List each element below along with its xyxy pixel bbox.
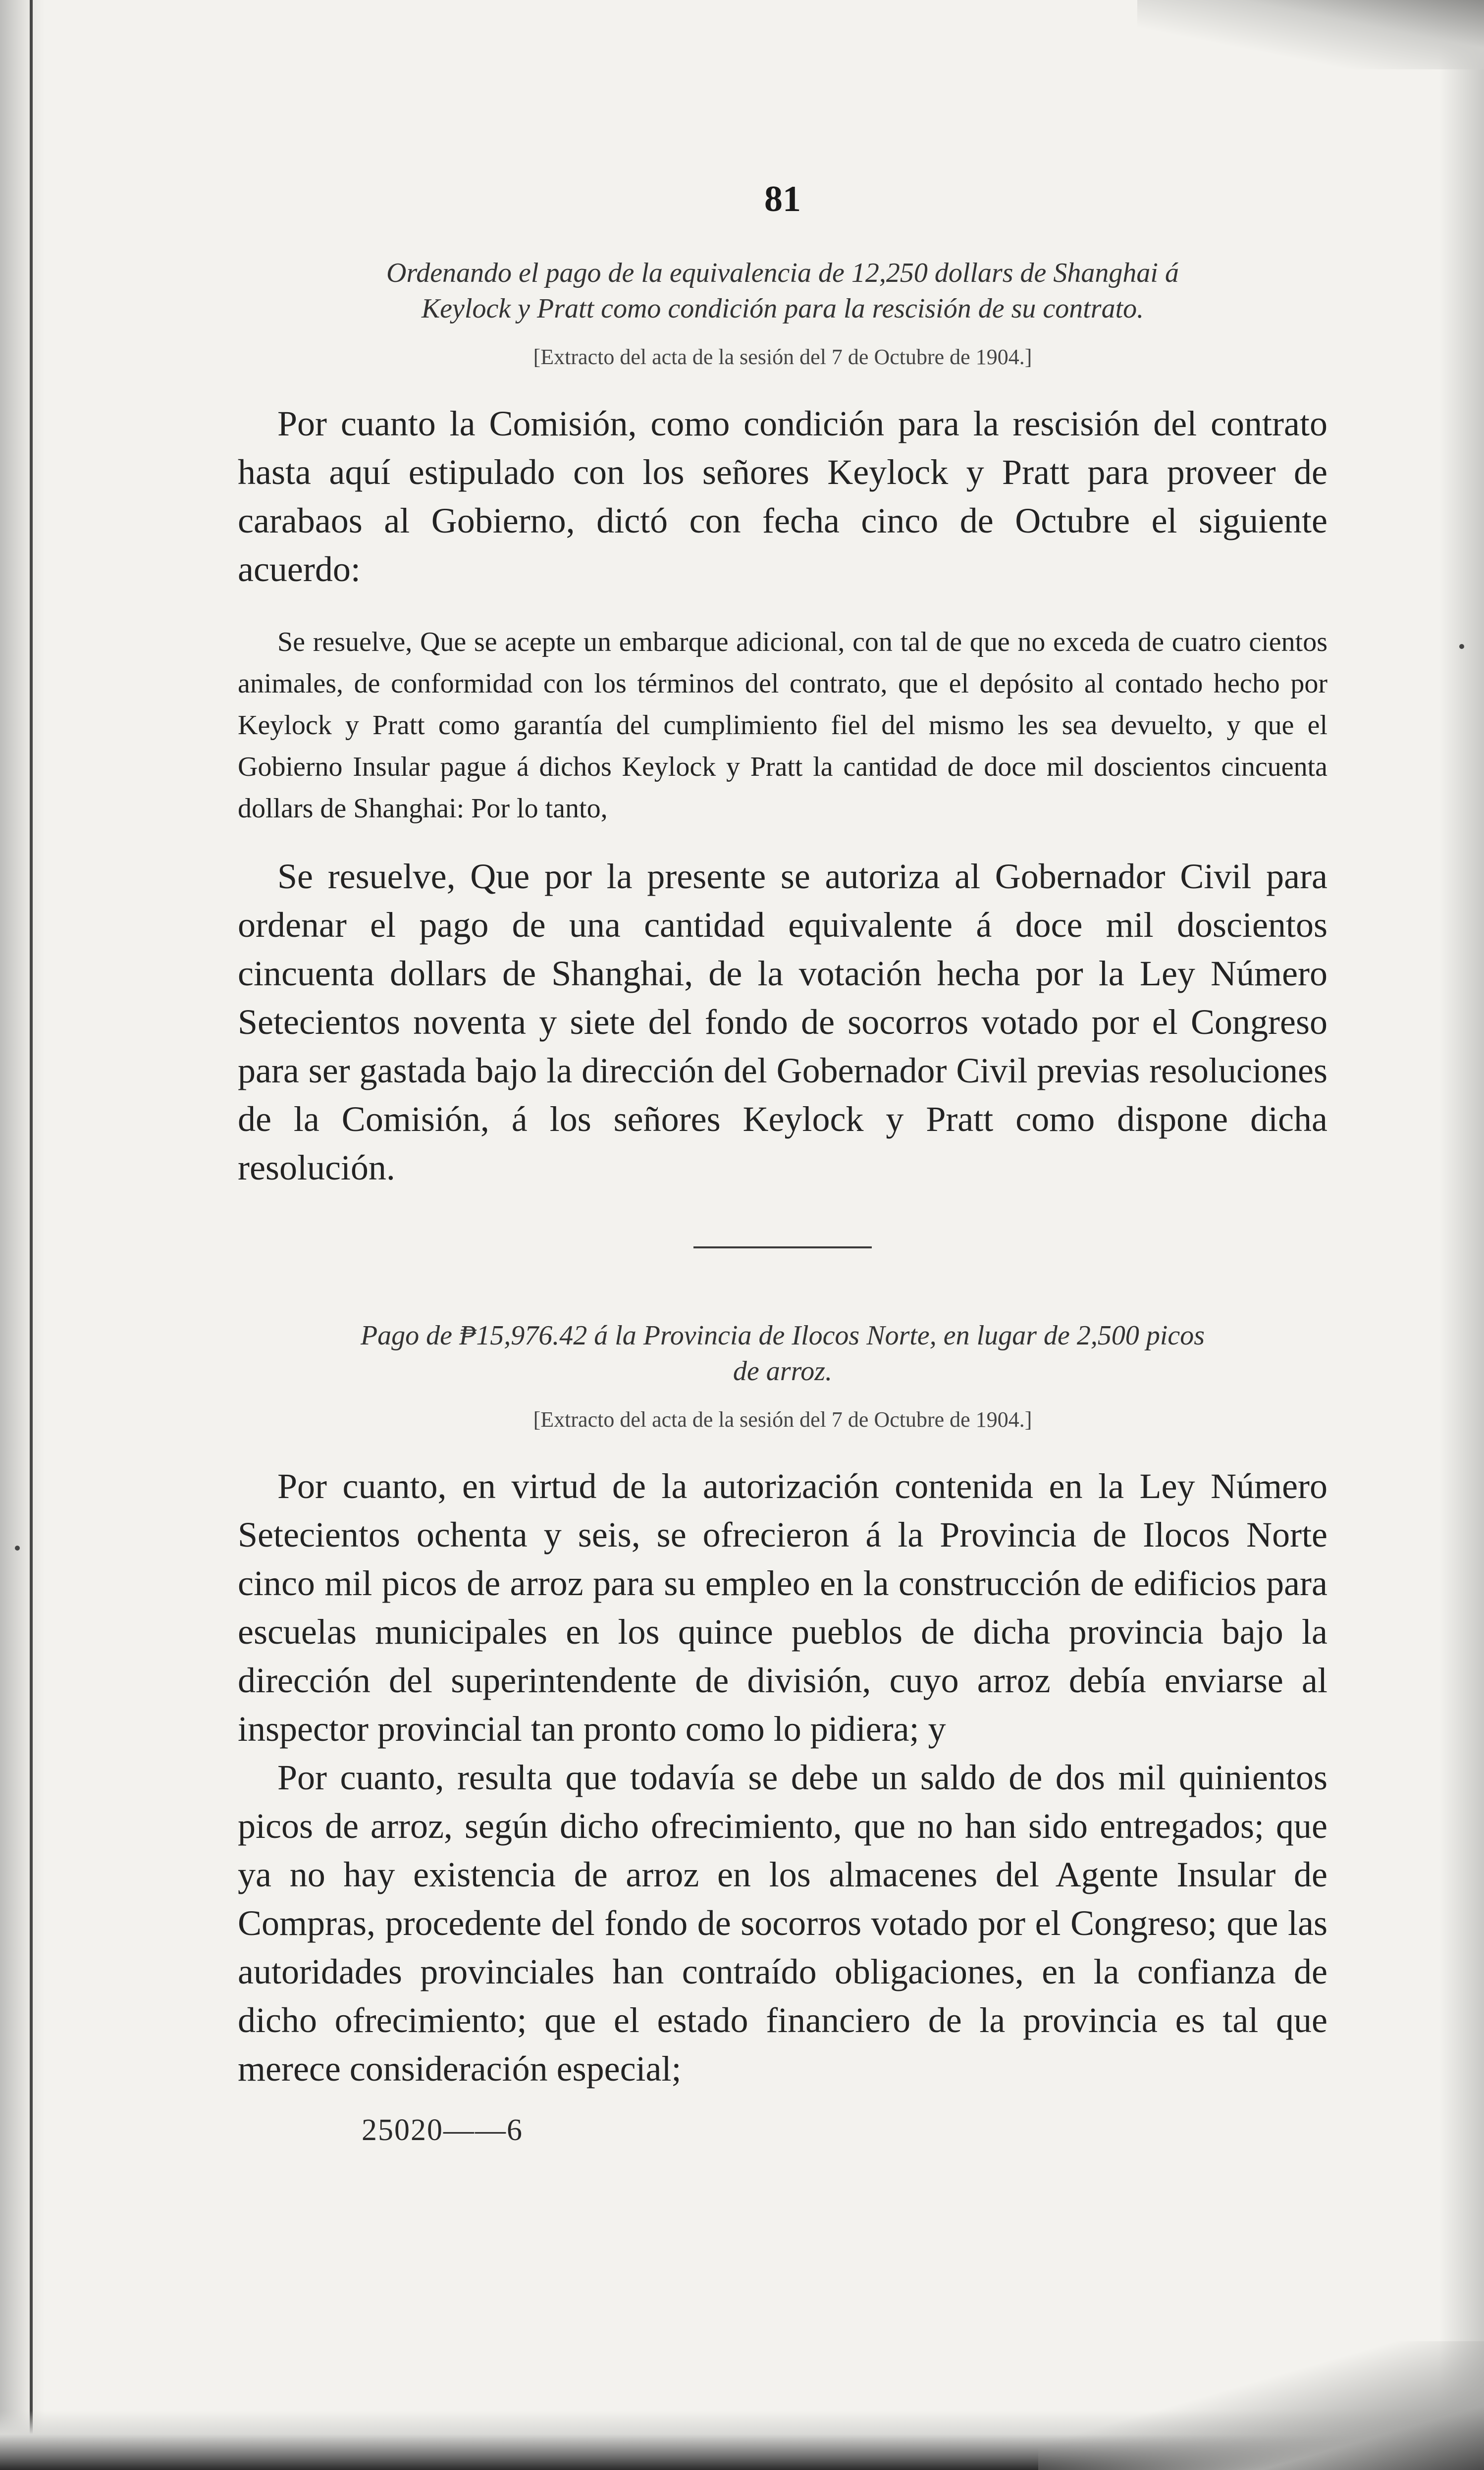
section-title-line2: Keylock y Pratt como condición para la rescisión de su contrato.: [421, 293, 1144, 324]
section-extract-note: [Extracto del acta de la sesión del 7 de Octubre de 1904.]: [533, 345, 1032, 369]
scan-bottom-right-shadow: [1038, 2341, 1484, 2470]
paragraph: Se resuelve, Que por la presente se autoriza al Gobernador Civil para ordenar el pago de una cantidad equivalente á doce mil doscientos cincuenta dollars de Shanghai, de la votación hecha por la Ley Número Setecientos noventa y siete del fondo de socorros votado por el Congreso para ser gastada bajo la dirección del Gobernador Civil previas resoluciones de la Comisión, á los señores Keylock y Pratt como dispone dicha resolución.: [238, 857, 1327, 1187]
resolution-quote: Se resuelve, Que se acepte un embarque adicional, con tal de que no exceda de cuatro cientos animales, de conformidad con los términos del contrato, que el depósito al contado hecho por Keylock y Pratt como garantía del cumplimiento fiel del mismo les sea devuelto, y que el Gobierno Insular pague á dichos Keylock y Pratt la cantidad de doce mil doscientos cincuenta dollars de Shanghai: Por lo tanto,: [238, 627, 1327, 824]
document-page: [238, 178, 1327, 2148]
paragraph: Por cuanto, en virtud de la autorización contenida en la Ley Número Setecientos ochenta y seis, se ofrecieron á la Provincia de Ilocos Norte cinco mil picos de arroz para su empleo en la construcción de edificios para escuelas municipales en los quince pueblos de dicha provincia bajo la dirección del superintendente de división, cuyo arroz debía enviarse al inspector provincial tan pronto como lo pidiera; y: [238, 1466, 1327, 1749]
section-title-line1: Ordenando el pago de la equivalencia de 12,250 dollars de Shanghai á: [386, 258, 1179, 288]
scan-left-edge: [0, 0, 45, 2470]
page-spine: [30, 0, 33, 2470]
section-extract-note: [Extracto del acta de la sesión del 7 de Octubre de 1904.]: [533, 1407, 1032, 1432]
paragraph: Por cuanto, resulta que todavía se debe un saldo de dos mil quinientos picos de arroz, según dicho ofrecimiento, que no han sido entregados; que ya no hay existencia de arroz en los almacenes del Agente Insular de Compras, procedente del fondo de socorros votado por el Congreso; que las autoridades provinciales han contraído obligaciones, en la confianza de dicho ofrecimiento; que el estado financiero de la provincia es tal que merece consideración especial;: [238, 1758, 1327, 2089]
section-title-line2: de arroz.: [733, 1356, 833, 1387]
scan-dot: [15, 1546, 20, 1551]
section-divider: [693, 1246, 872, 1248]
scan-dot: [1459, 644, 1464, 649]
section-keylock-pratt: [238, 255, 1327, 1192]
section-ilocos-norte: [238, 1318, 1327, 2093]
printer-signature: 25020——6: [362, 2113, 523, 2147]
section-title-line1: Pago de ₱15,976.42 á la Provincia de Ilocos Norte, en lugar de 2,500 picos: [360, 1320, 1205, 1351]
page-number: 81: [764, 179, 801, 219]
paragraph: Por cuanto la Comisión, como condición para la rescisión del contrato hasta aquí estipulado con los señores Keylock y Pratt para proveer de carabaos al Gobierno, dictó con fecha cinco de Octubre el siguiente acuerdo:: [238, 404, 1327, 589]
scan-right-edge: [1439, 0, 1484, 2470]
scan-top-right-shadow: [1137, 0, 1484, 69]
